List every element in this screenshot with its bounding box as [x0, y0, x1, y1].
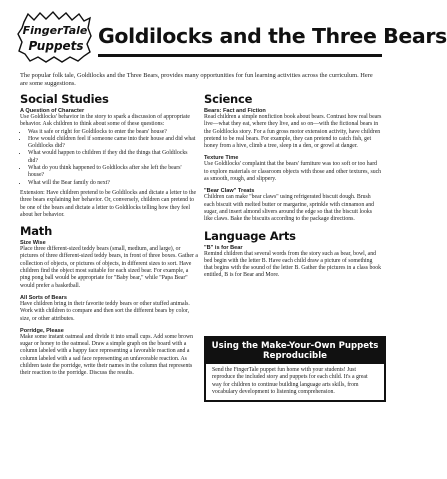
left-column [20, 92, 198, 378]
size-wise-text: Place three different-sized teddy bears (small, medium, and large), or pictures of three different-sized teddy bears, in front of three boxes. Gather a collection of objects, or pictures of objects, in different sizes to sort. Have children find the object most suitable for each sized bear. For example, a ping pong ball would be appropriate for "Baby bear," while "Papa Bear" would prefer a basketball. [20, 246, 198, 289]
social-studies-heading: Social Studies [20, 92, 109, 106]
logo-line-1: FingerTale [22, 24, 88, 37]
right-column [204, 92, 382, 280]
b-is-for-bear-subheading: "B" is for Bear [204, 244, 243, 251]
list-item: • How would children feel if someone came into their house and did what Goldilocks did? [28, 136, 198, 151]
page-title: Goldilocks and the Three Bears [98, 24, 447, 48]
intro-paragraph: The popular folk tale, Goldilocks and the Three Bears, provides many opportunities for fun learning activities across the curriculum. Here are some suggestions. [20, 72, 373, 88]
size-wise-subheading: Size Wise [20, 240, 46, 247]
porridge-text: Make some instant oatmeal and divide it into small cups. Add some brown sugar or honey to the oatmeal. Draw a simple graph on the board with a column labeled with a happy face representing a favorable reaction and a column labeled with a sad face representing an unfavorable reaction. As children taste the porridge, write their names in the column that represents their reaction to the porridge. Discuss the results. [20, 333, 194, 377]
porridge-subheading: Porridge, Please [20, 327, 64, 334]
question-list [20, 129, 198, 187]
extension-text: Extension: Have children pretend to be Goldilocks and dictate a letter to the three bears explaining her behavior. Or, conversely, children can pretend to be one of the bears and dictate a letter to Goldilocks telling how they feel about her behavior. [20, 189, 197, 218]
list-item: • Was it safe or right for Goldilocks to enter the bears' house? [28, 129, 198, 136]
logo-line-2: Puppets [28, 39, 84, 53]
character-text: Use Goldilocks' behavior in the story to spark a discussion of appropriate behavior. Ask children to think about some of these questions: [20, 114, 190, 128]
math-heading: Math [20, 224, 53, 239]
list-item: • What do you think happened to Goldilocks after she left the bears' house? [28, 165, 198, 180]
language-arts-heading: Language Arts [204, 228, 296, 243]
title-underline [98, 54, 382, 57]
list-item: • What will the Bear family do next? [28, 180, 198, 187]
science-heading: Science [204, 92, 253, 106]
header [18, 12, 447, 64]
character-subheading: A Question of Character [20, 108, 85, 114]
bears-fact-subheading: Bears: Fact and Fiction [204, 108, 266, 114]
list-item: • What would happen to children if they did the things that Goldilocks did? [28, 150, 198, 165]
all-sorts-text: Have children bring in their favorite teddy bears or other stuffed animals. Work with children to compare and then sort the different bears by color, size, or other attributes. [20, 300, 190, 322]
b-is-for-bear-text: Remind children that several words from the story such as bear, bowl, and bed begin with the letter B. Have each child draw a picture of something that begins with the sound of the letter B. Gather the pictures in a class book entitled, B is for Bear and More. [204, 250, 382, 279]
reproducible-callout-box [204, 336, 386, 402]
bear-claw-text: Children can make "bear claws" using refrigerated biscuit dough. Brush each biscuit with melted butter or margarine, sprinkle with cinnamon and sugar, and insert almond slivers around the edge so that the biscuit looks like claws. Bake the biscuits according to the package directions. [204, 194, 375, 223]
callout-text: Send the FingerTale puppet fun home with your students! Just reproduce the included story and puppets for each child. It's a great way for children to continue building language arts skills, from vocabulary development to listening comprehension. [212, 367, 368, 395]
all-sorts-subheading: All Sorts of Bears [20, 294, 67, 301]
bears-fact-text: Read children a simple nonfiction book about bears. Contrast how real bears live—what they eat, where they live, and so on—with the fictional bears in the Goldilocks story. For a fun gross motor extension activity, have children pretend to be real bears. For example, they can pretend to catch fish, get honey from a hive, climb a tree, sleep in a den, or growl at danger. [204, 114, 382, 150]
texture-subheading: Texture Time [204, 155, 239, 162]
bear-claw-subheading: "Bear Claw" Treats [204, 188, 255, 195]
fingertale-puppets-logo [18, 12, 92, 62]
callout-heading: Using the Make-Your-Own Puppets Reproducible [206, 338, 384, 364]
texture-text: Use Goldilocks' complaint that the bears' furniture was too soft or too hard to explore materials or classroom objects with those and other textures, such as smooth, rough, and slippery. [204, 161, 382, 183]
